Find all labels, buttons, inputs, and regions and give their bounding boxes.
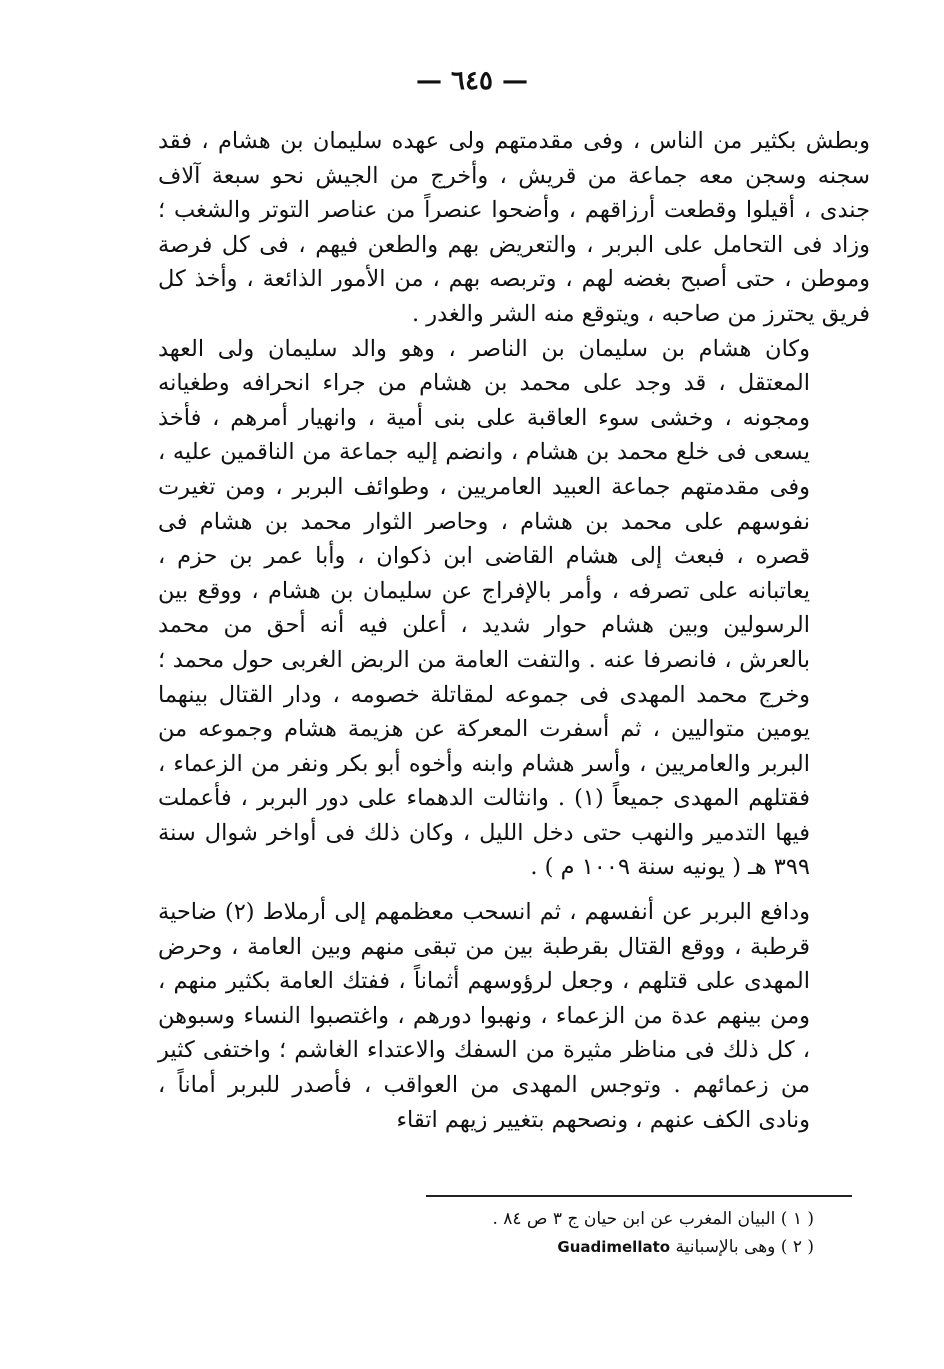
footnote-2-latin: Guadimellato [557, 1238, 671, 1256]
footnotes [254, 1205, 814, 1261]
paragraph-2: وكان هشام بن سليمان بن الناصر ، وهو والد سليمان ولى العهد المعتقل ، قد وجد على محمد بن هشام من جراء انحرافه وطغيانه ومجونه ، وخشى سوء العاقبة على بنى أمية ، وانهيار أمرهم ، فأخذ يسعى فى خلع محمد بن هشام ، وانضم إليه جماعة من الناقمين عليه ، وفى مقدمتهم جماعة العبيد العامريين ، وطوائف البربر ، ومن تغيرت نفوسهم على محمد بن هشام ، وحاصر الثوار محمد بن هشام فى قصره ، فبعث إلى هشام القاضى ابن ذكوان ، وأبا عمر بن حزم ، يعاتبانه على تصرفه ، وأمر بالإفراج عن سليمان بن هشام ، ووقع بين الرسولين وبين هشام حوار شديد ، أعلن فيه أنه أحق من محمد بالعرش ، فانصرفا عنه . والتفت العامة من الربض الغربى حول محمد ؛ وخرج محمد المهدى فى جموعه لمقاتلة خصومه ، ودار القتال بينهما يومين متواليين ، ثم أسفرت المعركة عن هزيمة هشام وجموعه من البربر والعامريين ، وأسر هشام وابنه وأخوه أبو بكر ونفر من الزعماء ، فقتلهم المهدى جميعاً (١) . وانثالت الدهماء على دور البربر ، فأعملت فيها التدمير والنهب حتى دخل الليل ، وكان ذلك فى أواخر شوال سنة ٣٩٩ هـ ( يونيه سنة ١٠٠٩ م ) . [158, 335, 811, 881]
footnote-2-text: ( ٢ ) وهى بالإسبانية [675, 1237, 814, 1257]
paragraph-1: وبطش بكثير من الناس ، وفى مقدمتهم ولى عهده سليمان بن هشام ، فقد سجنه وسجن معه جماعة من قريش ، وأخرج من الجيش نحو سبعة آلاف جندى ، أقيلوا وقطعت أرزاقهم ، وأضحوا عنصراً من عناصر التوتر والشغب ؛ وزاد فى التحامل على البربر ، والتعريض بهم والطعن فيهم ، فى كل فرصة وموطن ، حتى أصبح بغضه لهم ، وتربصه بهم ، من الأمور الذائعة ، وأخذ كل فريق يحترز من صاحبه ، ويتوقع منه الشر والغدر . [158, 128, 870, 327]
footnote-1: ( ١ ) البيان المغرب عن ابن حيان ج ٣ ص ٨٤ . [492, 1209, 814, 1229]
footnote-2 [254, 1233, 814, 1261]
main-text [158, 124, 870, 1137]
footnote-divider [426, 1195, 852, 1197]
paragraph-3: ودافع البربر عن أنفسهم ، ثم انسحب معظمهم إلى أرملاط (٢) ضاحية قرطبة ، ووقع القتال بقرطبة بين من تبقى منهم وبين العامة ، وحرض المهدى على قتلهم ، وجعل لرؤوسهم أثماناً ، ففتك العامة بكثير منهم ، ومن بينهم عدة من الزعماء ، ونهبوا دورهم ، واغتصبوا النساء وسبوهن ، كل ذلك فى مناظر مثيرة من السفك والاعتداء الغاشم ؛ واختفى كثير من زعمائهم . وتوجس المهدى من العواقب ، فأصدر للبربر أماناً ، ونادى الكف عنهم ، ونصحهم بتغيير زيهم اتقاء [158, 899, 810, 1133]
page-number: — ٦٤٥ — [415, 66, 529, 96]
